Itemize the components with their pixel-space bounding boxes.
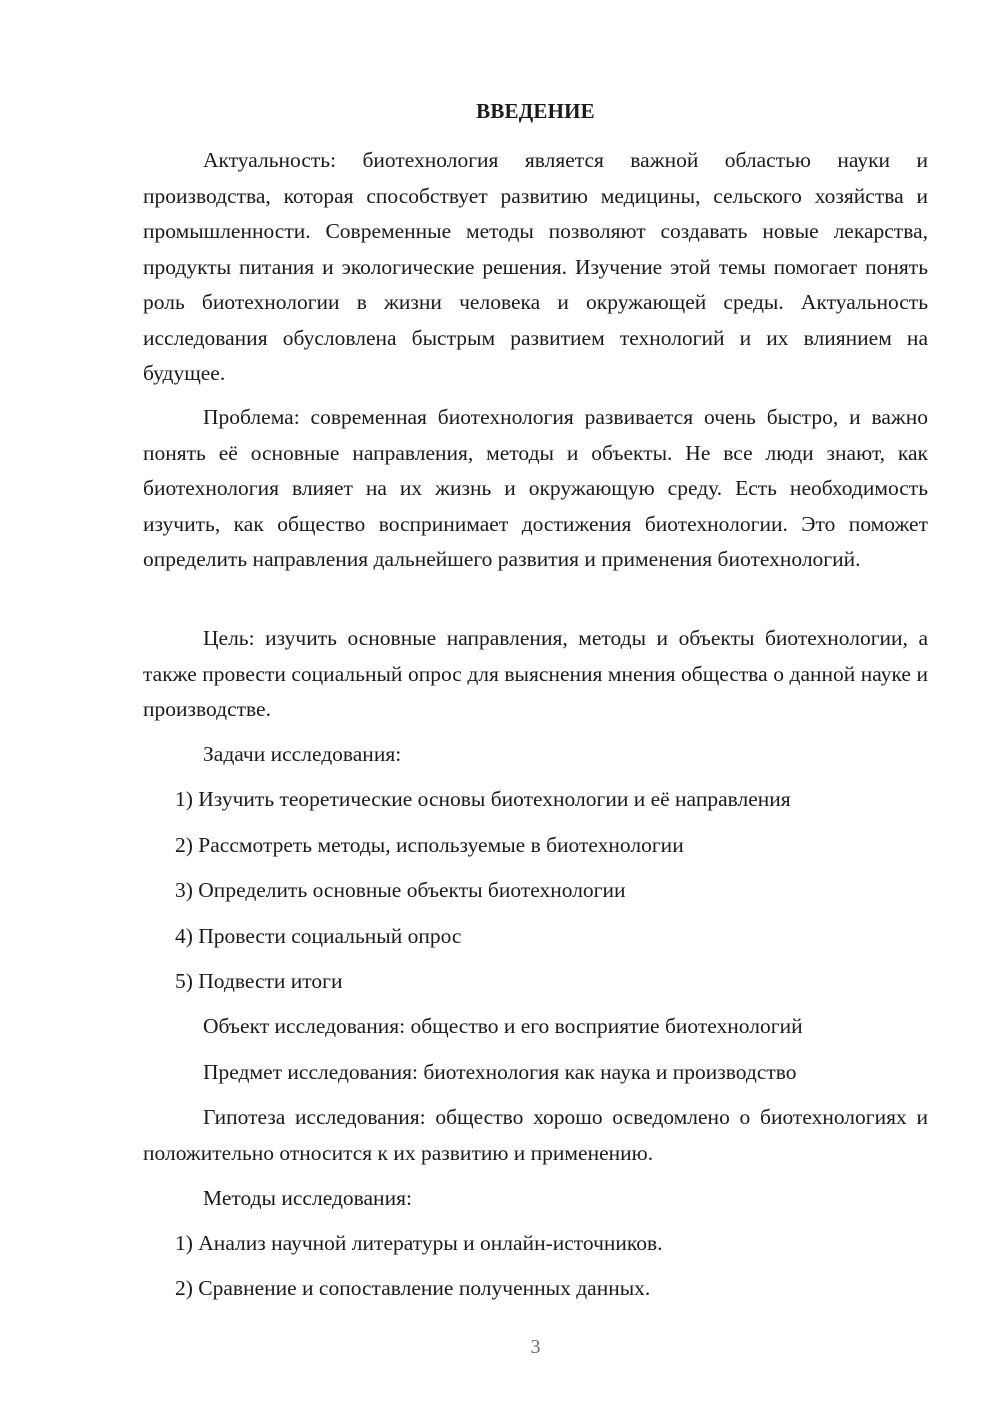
goal-paragraph: Цель: изучить основные направления, методы и объекты биотехнологии, а также провести социальный опрос для выяснения мнения общества о данной науке и производстве. — [143, 626, 928, 721]
hypothesis-paragraph: Гипотеза исследования: общество хорошо осведомлено о биотехнологиях и положительно относится к их развитию и применению. — [143, 1105, 928, 1165]
task-item: 3) Определить основные объекты биотехнологии — [175, 878, 626, 902]
method-item: 2) Сравнение и сопоставление полученных данных. — [175, 1276, 651, 1300]
page-title: ВВЕДЕНИЕ — [476, 99, 595, 123]
research-subject: Предмет исследования: биотехнология как наука и производство — [203, 1060, 797, 1084]
problem-paragraph: Проблема: современная биотехнология развивается очень быстро, и важно понять её основные направления, методы и объекты. Не все люди знают, как биотехнология влияет на их жизнь и окружающую среду. Есть необходимость изучить, как общество воспринимает достижения биотехнологии. Это поможет определить направления дальнейшего развития и применения биотехнологий. — [143, 405, 928, 571]
task-item: 5) Подвести итоги — [175, 969, 343, 993]
research-object: Объект исследования: общество и его восприятие биотехнологий — [203, 1014, 803, 1038]
page-number: 3 — [530, 1336, 541, 1358]
relevance-paragraph: Актуальность: биотехнология является важной областью науки и производства, которая способствует развитию медицины, сельского хозяйства и промышленности. Современные методы позволяют создавать новые лекарства, продукты питания и экологические решения. Изучение этой темы помогает понять роль биотехнологии в жизни человека и окружающей среды. Актуальность исследования обусловлена быстрым развитием технологий и их влиянием на будущее. — [143, 148, 928, 385]
task-item: 1) Изучить теоретические основы биотехнологии и её направления — [175, 787, 791, 811]
task-item: 4) Провести социальный опрос — [175, 924, 462, 948]
method-item: 1) Анализ научной литературы и онлайн-источников. — [175, 1231, 663, 1255]
methods-heading: Методы исследования: — [203, 1186, 412, 1210]
task-item: 2) Рассмотреть методы, используемые в биотехнологии — [175, 833, 684, 857]
tasks-heading: Задачи исследования: — [203, 742, 402, 766]
